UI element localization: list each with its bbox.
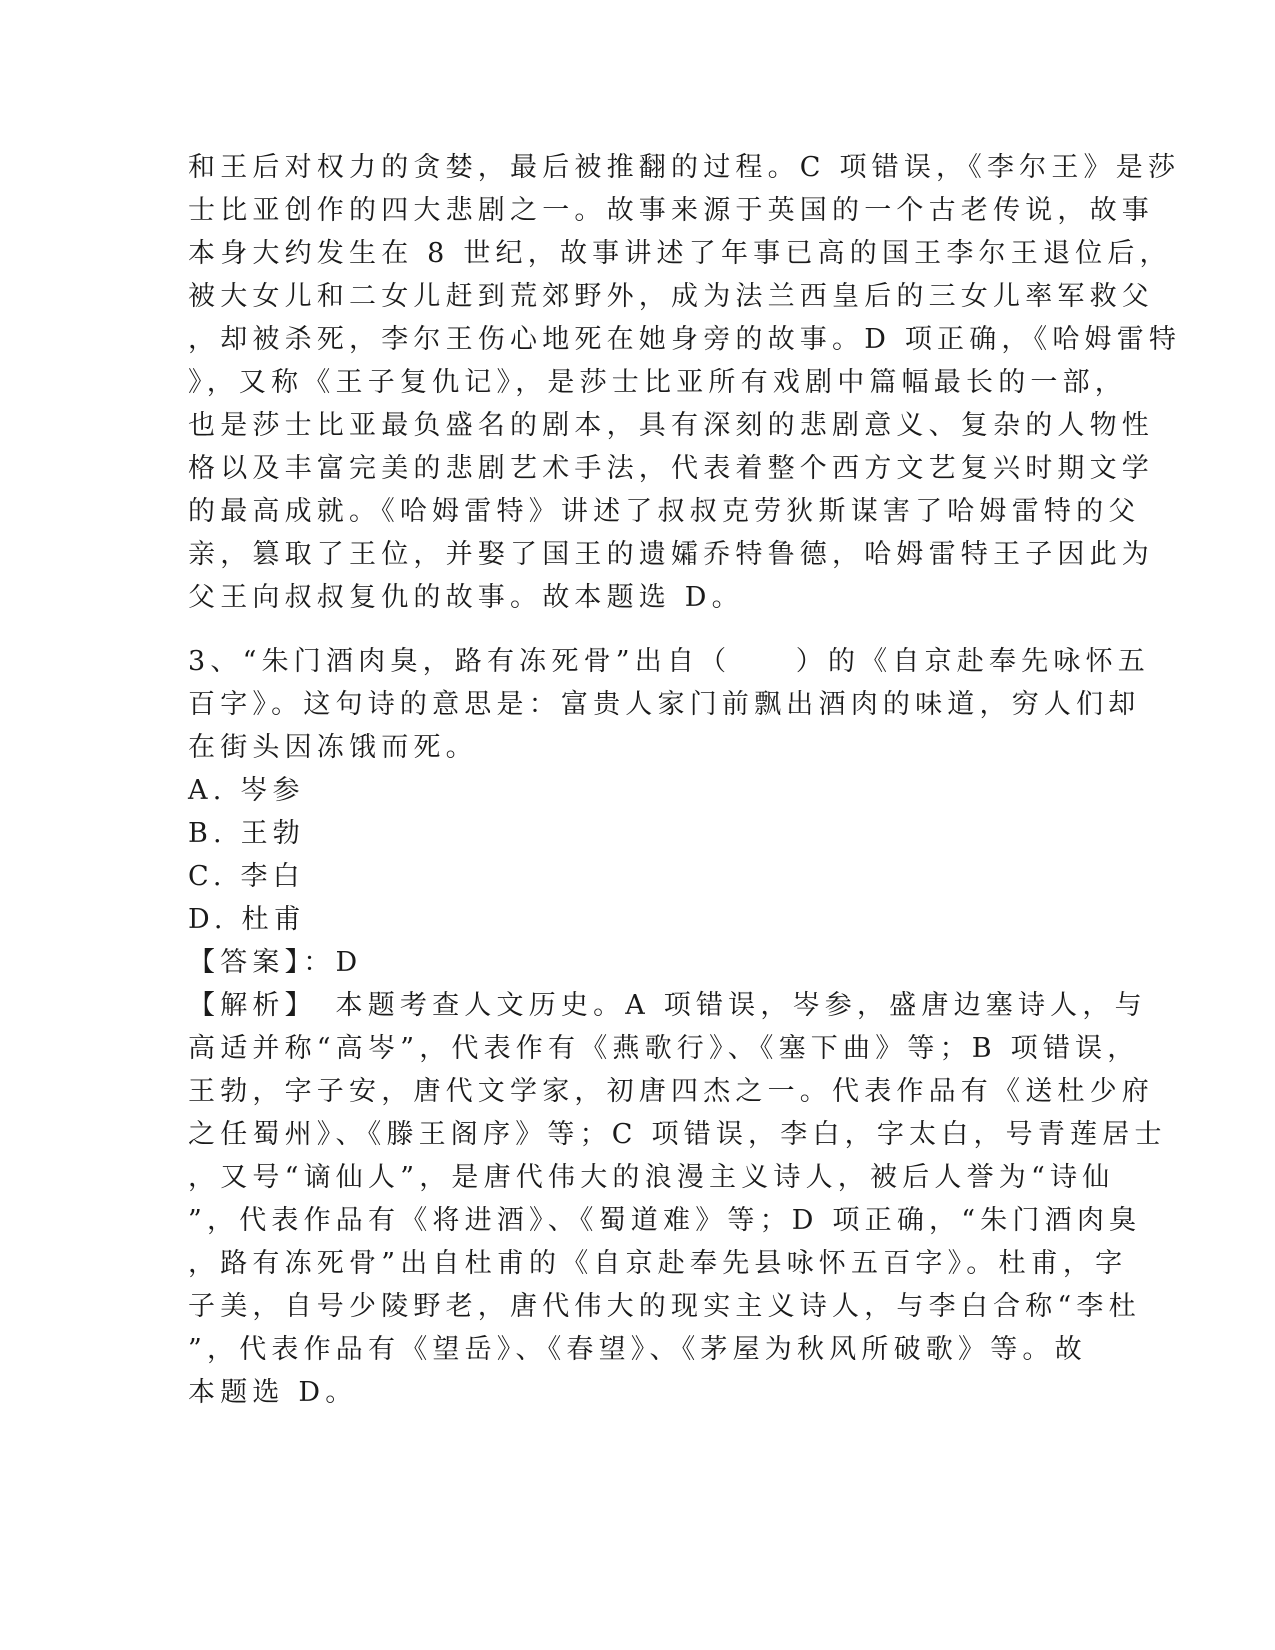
analysis-line: 王勃，字子安，唐代文学家，初唐四杰之一。代表作品有《送杜少府 — [188, 1076, 1154, 1107]
question-3 — [188, 640, 1167, 1414]
text-line: 士比亚创作的四大悲剧之一。故事来源于英国的一个古老传说，故事 — [188, 195, 1154, 226]
analysis-line: ”，代表作品有《将进酒》、《蜀道难》等；D 项正确，“朱门酒肉臭 — [188, 1205, 1142, 1236]
text-line: 的最高成就。《哈姆雷特》讲述了叔叔克劳狄斯谋害了哈姆雷特的父 — [188, 496, 1141, 527]
text-line: 格以及丰富完美的悲剧艺术手法，代表着整个西方文艺复兴时期文学 — [188, 453, 1154, 484]
option-a: A. 岑参 — [188, 775, 305, 806]
analysis-line: ，又号“谪仙人”，是唐代伟大的浪漫主义诗人，被后人誉为“诗仙 — [188, 1162, 1115, 1193]
text-line: 父王向叔叔复仇的故事。故本题选 D。 — [188, 582, 744, 613]
stem-line: 3、“朱门酒肉臭，路有冻死骨”出自（ ）的《自京赴奉先咏怀五 — [188, 646, 1150, 677]
document-body — [188, 146, 1182, 1414]
question-stem — [188, 640, 1150, 769]
analysis-line: 本题选 D。 — [188, 1377, 358, 1408]
stem-line: 在街头因冻饿而死。 — [188, 732, 478, 763]
analysis-line: 【解析】 本题考查人文历史。A 项错误，岑参，盛唐边塞诗人，与 — [188, 990, 1147, 1021]
option-c: C. 李白 — [188, 861, 305, 892]
analysis-line: 高适并称“高岑”，代表作有《燕歌行》、《塞下曲》等；B 项错误， — [188, 1033, 1140, 1064]
paragraph-gap — [188, 619, 1088, 640]
text-line: 和王后对权力的贪婪，最后被推翻的过程。C 项错误，《李尔王》是莎 — [188, 152, 1181, 183]
stem-line: 百字》。这句诗的意思是：富贵人家门前飘出酒肉的味道，穷人们却 — [188, 689, 1141, 720]
analysis-line: 子美，自号少陵野老，唐代伟大的现实主义诗人，与李白合称“李杜 — [188, 1291, 1141, 1322]
analysis-line: ，路有冻死骨”出自杜甫的《自京赴奉先县咏怀五百字》。杜甫，字 — [188, 1248, 1128, 1279]
option-b: B. 王勃 — [188, 818, 306, 849]
previous-explanation — [188, 146, 1182, 619]
options-list — [188, 769, 1088, 941]
analysis-line: ”，代表作品有《望岳》、《春望》、《茅屋为秋风所破歌》等。故 — [188, 1334, 1087, 1365]
text-line: 本身大约发生在 8 世纪，故事讲述了年事已高的国王李尔王退位后， — [188, 238, 1172, 269]
text-line: 》，又称《王子复仇记》，是莎士比亚所有戏剧中篇幅最长的一部， — [188, 367, 1127, 398]
text-line: 也是莎士比亚最负盛名的剧本，具有深刻的悲剧意义、复杂的人物性 — [188, 410, 1154, 441]
text-line: 被大女儿和二女儿赶到荒郊野外，成为法兰西皇后的三女儿率军救父 — [188, 281, 1154, 312]
answer-line: 【答案】：D — [188, 947, 363, 978]
option-d: D. 杜甫 — [188, 904, 306, 935]
analysis-line: 之任蜀州》、《滕王阁序》等；C 项错误，李白，字太白，号青莲居士 — [188, 1119, 1167, 1150]
text-line: ，却被杀死，李尔王伤心地死在她身旁的故事。D 项正确，《哈姆雷特 — [188, 324, 1182, 355]
analysis — [188, 984, 1167, 1414]
text-line: 亲，篡取了王位，并娶了国王的遗孀乔特鲁德，哈姆雷特王子因此为 — [188, 539, 1154, 570]
